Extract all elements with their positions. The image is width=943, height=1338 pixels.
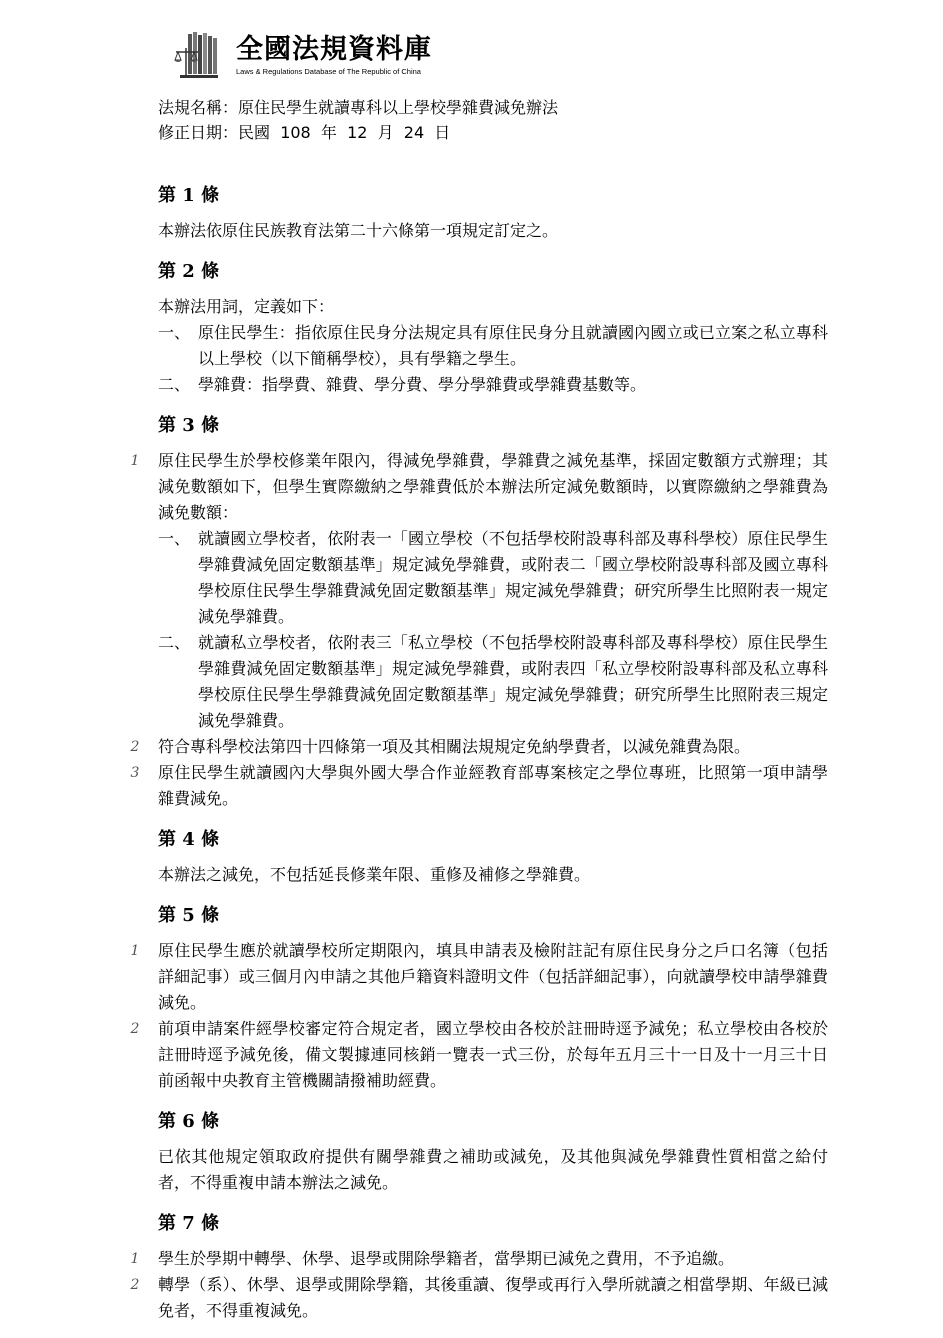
article: [128, 902, 828, 1094]
article-paragraph: [128, 448, 828, 526]
article-prefix: 第: [158, 261, 176, 282]
paragraph-text: 學生於學期中轉學、休學、退學或開除學籍者，當學期已減免之費用，不予追繳。: [158, 1249, 735, 1268]
article-suffix: 條: [201, 905, 220, 926]
article-number: 4: [182, 829, 195, 850]
article-paragraph: [128, 862, 828, 888]
paragraph-text: 已依其他規定領取政府提供有關學雜費之補助或減免，及其他與減免學雜費性質相當之給付者，不得重複申請本辦法之減免。: [158, 1147, 828, 1192]
database-title: 全國法規資料庫: [236, 34, 432, 65]
article-number: 5: [182, 905, 195, 926]
article-paragraph: [128, 734, 828, 760]
paragraph-number: 3: [130, 765, 140, 781]
list-item-text: 就讀國立學校者，依附表一「國立學校（不包括學校附設專科部及專科學校）原住民學生學雜費減免固定數額基準」規定減免學雜費，或附表二「國立學校附設專科部及國立專科學校原住民學生學雜費減免固定數額基準」規定減免學雜費；研究所學生比照附表一規定減免學雜費。: [198, 529, 828, 626]
paragraph-number: 1: [130, 453, 140, 469]
list-item-label: 一、: [158, 323, 191, 342]
paragraph-text: 原住民學生就讀國內大學與外國大學合作並經教育部專案核定之學位專班，比照第一項申請學雜費減免。: [158, 763, 828, 808]
article: [128, 182, 828, 244]
amendment-date: 民國 108 年 12 月 24 日: [238, 123, 451, 142]
paragraph-number: 1: [130, 943, 140, 959]
list-item-text: 就讀私立學校者，依附表三「私立學校（不包括學校附設專科部及專科學校）原住民學生學雜費減免固定數額基準」規定減免學雜費，或附表四「私立學校附設專科部及私立專科學校原住民學生學雜費減免固定數額基準」規定減免學雜費；研究所學生比照附表三規定減免學雜費。: [198, 633, 828, 730]
article-suffix: 條: [201, 415, 220, 436]
article-title: [128, 182, 828, 210]
list-item-label: 二、: [158, 375, 191, 394]
books-scales-icon: [172, 30, 224, 82]
list-item: [128, 526, 828, 630]
article-title: [128, 1210, 828, 1238]
article: [128, 1210, 828, 1324]
article-number: 6: [182, 1111, 195, 1132]
article-prefix: 第: [158, 1111, 176, 1132]
date-label: 修正日期：: [158, 123, 239, 142]
article-paragraph: [128, 218, 828, 244]
paragraph-text: 本辦法之減免，不包括延長修業年限、重修及補修之學雜費。: [158, 865, 591, 884]
database-subtitle: Laws & Regulations Database of The Republic of China: [236, 67, 421, 76]
list-item-label: 二、: [158, 633, 191, 652]
regulation-name-row: [158, 95, 558, 120]
paragraph-text: 原住民學生於學校修業年限內，得減免學雜費，學雜費之減免基準，採固定數額方式辦理；其減免數額如下，但學生實際繳納之學雜費低於本辦法所定減免數額時，以實際繳納之學雜費為減免數額：: [158, 451, 828, 522]
article-prefix: 第: [158, 905, 176, 926]
article-suffix: 條: [201, 829, 220, 850]
article-paragraph: [128, 1246, 828, 1272]
list-item: [128, 630, 828, 734]
paragraph-number: 1: [130, 1251, 140, 1267]
regulation-name: 原住民學生就讀專科以上學校學雜費減免辦法: [238, 98, 559, 117]
article-title: [128, 826, 828, 854]
paragraph-number: 2: [130, 1277, 140, 1293]
paragraph-text: 前項申請案件經學校審定符合規定者，國立學校由各校於註冊時逕予減免；私立學校由各校於註冊時逕予減免後，備文製據連同核銷一覽表一式三份，於每年五月三十一日及十一月三十日前函報中央教育主管機關請撥補助經費。: [158, 1019, 828, 1090]
list-item-label: 一、: [158, 529, 191, 548]
article-paragraph: [128, 1016, 828, 1094]
article: [128, 1108, 828, 1196]
article-suffix: 條: [201, 185, 220, 206]
article: [128, 826, 828, 888]
list-item-text: 原住民學生：指依原住民身分法規定具有原住民身分且就讀國內國立或已立案之私立專科以上學校（以下簡稱學校），具有學籍之學生。: [198, 323, 828, 368]
paragraph-number: 2: [130, 739, 140, 755]
article-title: [128, 1108, 828, 1136]
paragraph-text: 轉學（系）、休學、退學或開除學籍，其後重讀、復學或再行入學所就讀之相當學期、年級已減免者，不得重複減免。: [158, 1275, 828, 1320]
article-paragraph: [128, 1272, 828, 1324]
list-item: [128, 320, 828, 372]
article-title: [128, 258, 828, 286]
regulation-meta: [158, 95, 558, 145]
article-prefix: 第: [158, 185, 176, 206]
article-suffix: 條: [201, 1213, 220, 1234]
article-paragraph: [128, 760, 828, 812]
article-title: [128, 902, 828, 930]
articles-list: [128, 182, 828, 1338]
article-paragraph: [128, 938, 828, 1016]
article-prefix: 第: [158, 1213, 176, 1234]
name-label: 法規名稱：: [158, 98, 239, 117]
paragraph-text: 符合專科學校法第四十四條第一項及其相關法規規定免納學費者，以減免雜費為限。: [158, 737, 751, 756]
article: [128, 258, 828, 398]
list-item-text: 學雜費：指學費、雜費、學分費、學分學雜費或學雜費基數等。: [198, 375, 647, 394]
article-title: [128, 412, 828, 440]
article-number: 2: [182, 261, 195, 282]
article: [128, 412, 828, 812]
paragraph-text: 本辦法依原住民族教育法第二十六條第一項規定訂定之。: [158, 221, 559, 240]
article-suffix: 條: [201, 1111, 220, 1132]
list-item: [128, 372, 828, 398]
article-number: 7: [182, 1213, 195, 1234]
article-prefix: 第: [158, 829, 176, 850]
paragraph-number: 2: [130, 1021, 140, 1037]
article-paragraph: [128, 294, 828, 320]
article-number: 1: [182, 185, 195, 206]
database-header: [172, 30, 432, 82]
article-paragraph: [128, 1144, 828, 1196]
article-prefix: 第: [158, 415, 176, 436]
paragraph-text: 本辦法用詞，定義如下：: [158, 297, 335, 316]
paragraph-text: 原住民學生應於就讀學校所定期限內，填具申請表及檢附註記有原住民身分之戶口名簿（包括詳細記事）或三個月內申請之其他戶籍資料證明文件（包括詳細記事），向就讀學校申請學雜費減免。: [158, 941, 828, 1012]
article-suffix: 條: [201, 261, 220, 282]
amendment-date-row: [158, 120, 558, 145]
article-number: 3: [182, 415, 195, 436]
